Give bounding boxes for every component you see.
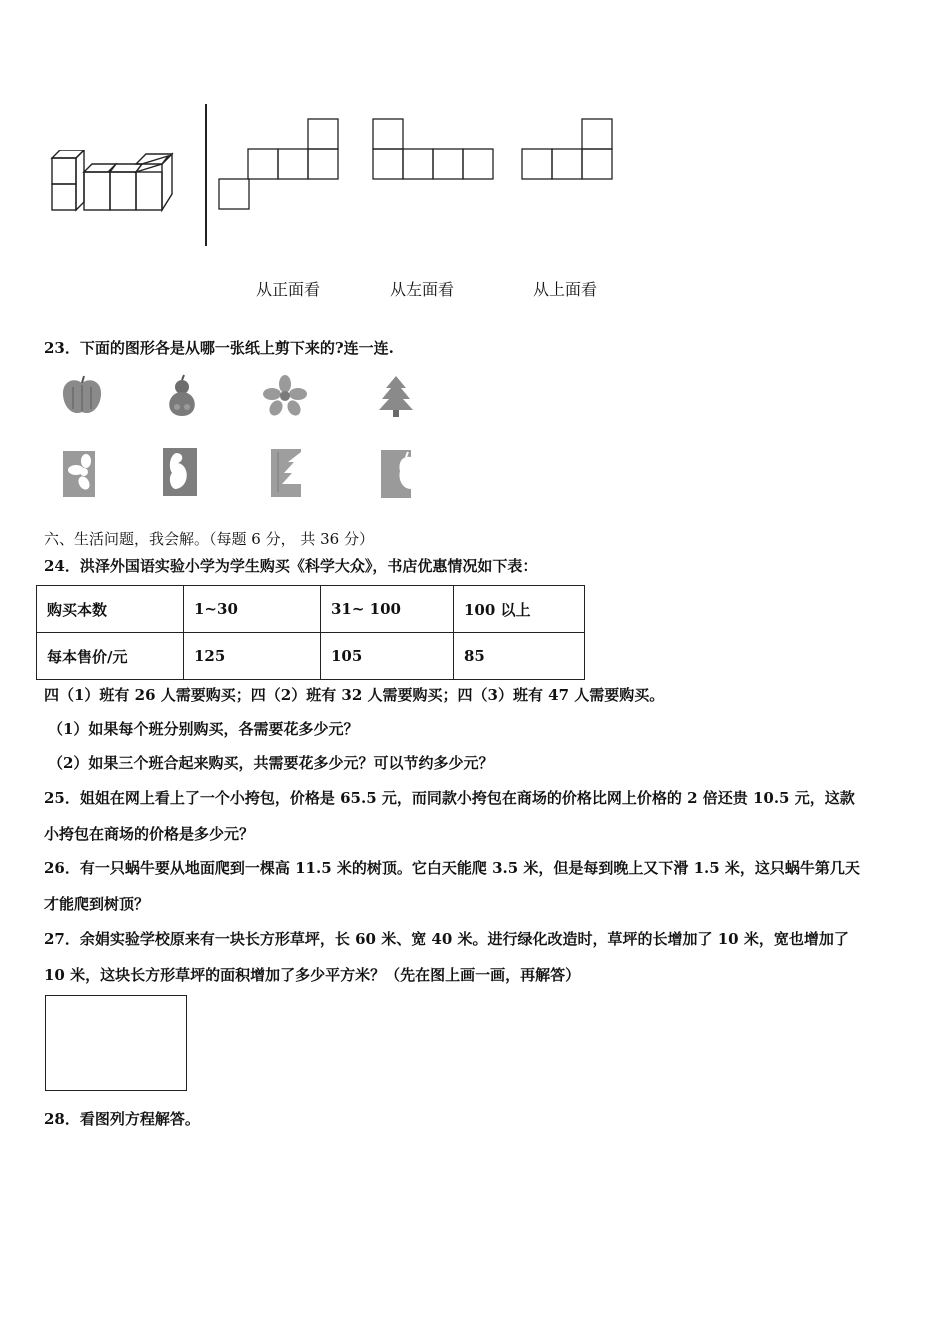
question-27-line-1: 27．余娟实验学校原来有一块长方形草坪，长 60 米、宽 40 米。进行绿化改造时，草坪的长增加了 10 米，宽也增加了 [44, 930, 849, 948]
vertical-divider [205, 104, 207, 246]
question-28: 28．看图列方程解答。 [44, 1110, 200, 1128]
gourd-shape-icon [160, 374, 204, 418]
table-row [37, 586, 585, 633]
question-23: 23．下面的图形各是从哪一张纸上剪下来的?连一连. [44, 339, 394, 357]
paper-flower-cutout-icon [62, 450, 96, 498]
table-cell: 31~ 100 [321, 586, 454, 633]
top-view-grid [521, 117, 615, 181]
tree-shape-icon [374, 374, 418, 418]
paper-apple-cutout-icon [380, 449, 412, 499]
table-cell: 85 [454, 633, 585, 680]
table-cell: 100 以上 [454, 586, 585, 633]
table-cell: 每本售价/元 [37, 633, 184, 680]
front-view-label: 从正面看 [256, 280, 321, 299]
table-cell: 125 [184, 633, 321, 680]
left-view-label: 从左面看 [390, 280, 455, 299]
table-cell: 购买本数 [37, 586, 184, 633]
question-26-line-2: 才能爬到树顶？ [44, 895, 150, 913]
paper-tree-cutout-icon [270, 448, 302, 498]
discount-table [36, 585, 585, 680]
question-25-line-1: 25．姐姐在网上看上了一个小挎包，价格是 65.5 元，而同款小挎包在商场的价格比网上价格的 2 倍还贵 10.5 元，这款 [44, 789, 855, 807]
left-view-grid [372, 117, 496, 181]
top-view-label: 从上面看 [533, 280, 598, 299]
table-cell: 105 [321, 633, 454, 680]
cube-solid-figure [44, 150, 189, 215]
apple-shape-icon [60, 375, 104, 417]
question-24-sub-1: （1）如果每个班分别购买，各需要花多少元？ [48, 720, 359, 738]
lawn-rectangle-drawing-area[interactable] [45, 995, 187, 1091]
paper-gourd-cutout-icon [162, 447, 198, 497]
table-cell: 1~30 [184, 586, 321, 633]
table-row [37, 633, 585, 680]
front-view-grid [218, 117, 342, 211]
question-25-line-2: 小挎包在商场的价格是多少元？ [44, 825, 255, 843]
question-26-line-1: 26．有一只蜗牛要从地面爬到一棵高 11.5 米的树顶。它白天能爬 3.5 米，但是每到晚上又下滑 1.5 米，这只蜗牛第几天 [44, 859, 860, 877]
question-24-info: 四（1）班有 26 人需要购买；四（2）班有 32 人需要购买；四（3）班有 47 人需要购买。 [44, 686, 665, 704]
question-24-intro: 24．洪泽外国语实验小学为学生购买《科学大众》，书店优惠情况如下表： [44, 557, 538, 575]
question-27-line-2: 10 米，这块长方形草坪的面积增加了多少平方米？（先在图上画一画，再解答） [44, 966, 581, 984]
question-24-sub-2: （2）如果三个班合起来购买，共需要花多少元？可以节约多少元？ [48, 754, 494, 772]
flower-shape-icon [262, 374, 308, 418]
section-6-heading: 六、生活问题，我会解。（每题 6 分， 共 36 分） [44, 530, 374, 548]
